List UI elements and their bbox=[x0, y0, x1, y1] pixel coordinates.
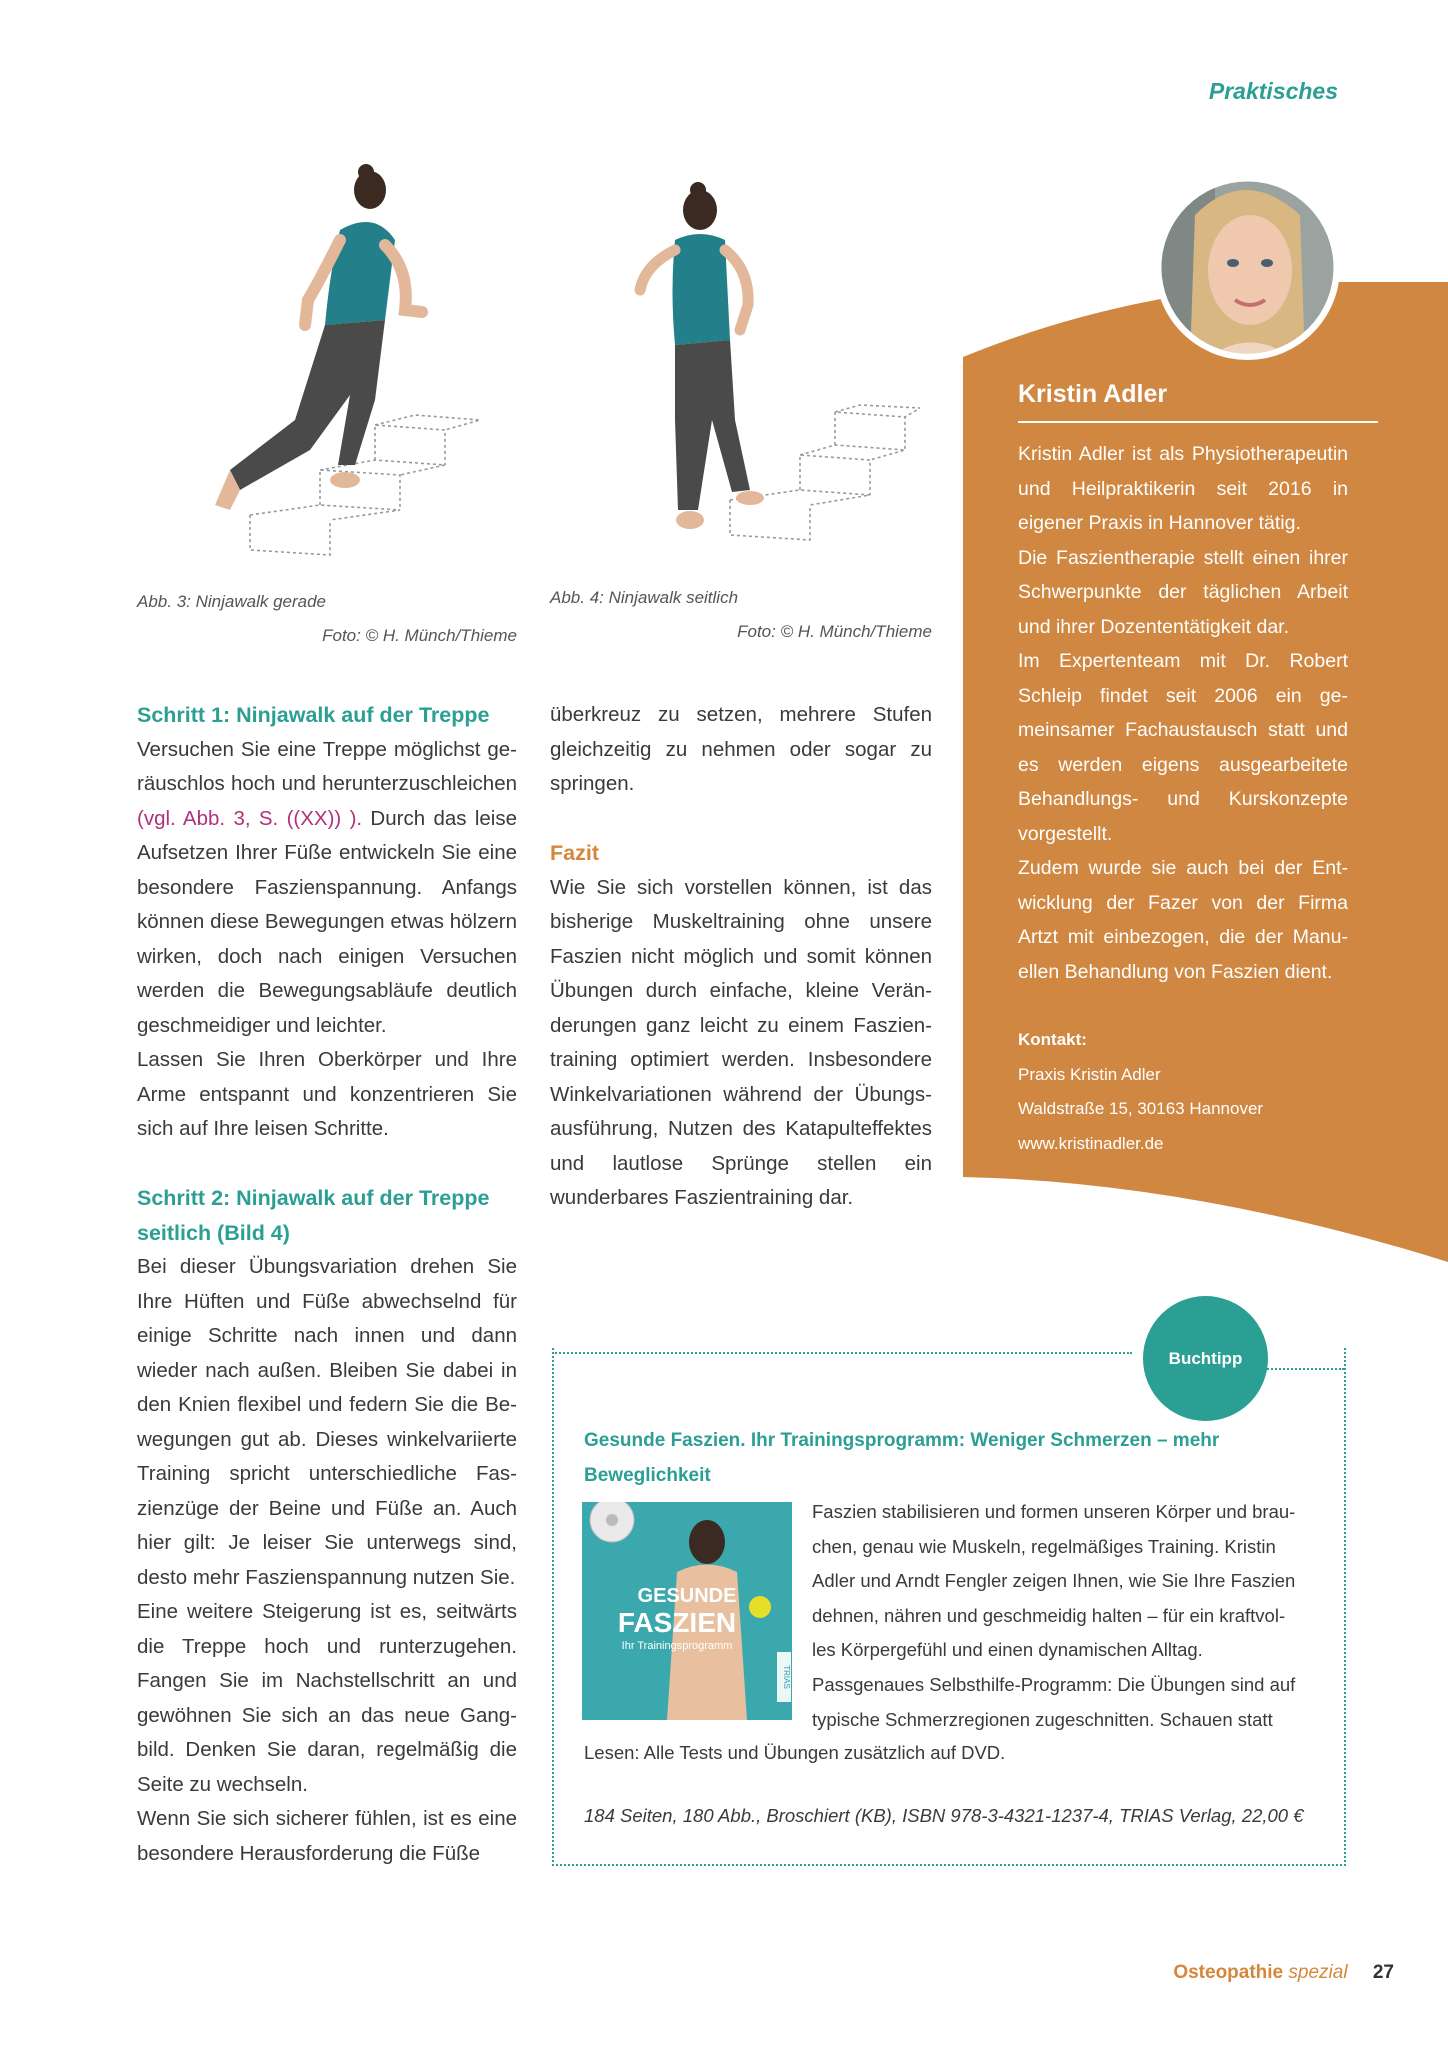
book-cover-subtitle: Ihr Trainingsprogramm bbox=[621, 1640, 733, 1652]
figure-ninjawalk-sideways bbox=[620, 180, 920, 565]
book-tip-border-top-right bbox=[1260, 1368, 1344, 1370]
contact-website[interactable]: www.kristinadler.de bbox=[1018, 1133, 1164, 1153]
conclusion-heading: Fazit bbox=[550, 841, 599, 865]
step-2-heading: Schritt 2: Ninjawalk auf der Treppe seitlich (Bild 4) bbox=[137, 1186, 490, 1245]
book-title: Gesunde Faszien. Ihr Trainingsprogramm: Weniger Schmerzen – mehr Beweglichkeit bbox=[584, 1430, 1220, 1486]
step-1-text: Versuchen Sie eine Treppe möglichst geräuschlos hoch und herunterzuschleichen (vgl. Abb. 3, S. ((XX)) ). Durch das leise Aufsetzen Ihrer Füße entwickeln Sie eine besondere Faszienspannung. Anfangs können diese Bewegungen etwas hölzern wirken, doch nach einigen Versuchen werden die Bewegungsabläufe deutlich geschmeidiger und leichter. bbox=[137, 737, 517, 1037]
step-2-text-3: Wenn Sie sich sicherer fühlen, ist es eine besondere Herausforderung die Füße bbox=[137, 1807, 517, 1865]
book-meta: 184 Seiten, 180 Abb., Broschiert (KB), ISBN 978-3-4321-1237-4, TRIAS Verlag, 22,00 € bbox=[584, 1805, 1304, 1826]
figure-ninjawalk-straight bbox=[190, 160, 480, 570]
section-label: Praktisches bbox=[1208, 78, 1338, 104]
step-1-text-2: Lassen Sie Ihren Oberkörper und Ihre Arme entspannt und konzentrieren Sie sich auf Ihre leisen Schritte. bbox=[137, 1048, 517, 1140]
contact-address: Waldstraße 15, 30163 Hannover bbox=[1018, 1099, 1264, 1118]
step-2-continuation: überkreuz zu setzen, mehrere Stufen gleichzeitig zu nehmen oder sogar zu springen. bbox=[550, 703, 932, 795]
step-1-heading: Schritt 1: Ninjawalk auf der Treppe bbox=[137, 703, 490, 727]
book-cover-title-2: FASZIEN bbox=[617, 1607, 737, 1638]
ninjawalk-straight-illustration bbox=[190, 160, 480, 570]
page-footer bbox=[1173, 1962, 1394, 1984]
book-description: Faszien stabilisieren und formen unseren Körper und brauchen, genau wie Muskeln, regelmäßiges Training. Kristin Adler und Arndt Fengler zeigen Ihnen, wie Sie Ihre Faszien dehnen, nähren und geschmeidig halten – für ein kraftvolles Körpergefühl und einen dynamischen Alltag. bbox=[812, 1501, 1296, 1660]
figure-3-caption: Abb. 3: Ninjawalk gerade bbox=[137, 592, 327, 611]
author-info bbox=[1018, 380, 1348, 1161]
author-portrait bbox=[1155, 175, 1340, 360]
conclusion-text: Wie Sie sich vorstellen können, ist das bisherige Muskeltraining ohne unsere Faszien nicht möglich und somit können Übungen durch einfache, kleine Veränderungen ganz leicht zu einem Faszientraining optimiert werden. Insbesondere Winkelvariationen während der Übungsausführung, Nutzen des Katapulteffektes und lautlose Sprünge stellen ein wunderbares Faszientraining dar. bbox=[550, 875, 932, 1209]
book-cover-title-1: GESUNDE bbox=[637, 1585, 737, 1607]
figure-3-credit: Foto: © H. Münch/Thieme bbox=[322, 626, 517, 645]
page-number: 27 bbox=[1372, 1962, 1394, 1983]
author-photo-frame bbox=[1155, 175, 1340, 360]
column-middle bbox=[550, 698, 932, 1216]
book-cover-image bbox=[582, 1502, 792, 1720]
book-description-3: Lesen: Alle Tests und Übungen zusätzlich auf DVD. bbox=[584, 1742, 1006, 1763]
figure-4-caption: Abb. 4: Ninjawalk seitlich bbox=[550, 588, 739, 607]
book-tip-border-top bbox=[552, 1352, 1132, 1354]
journal-name: Osteopathie bbox=[1173, 1962, 1284, 1983]
step-2-text: Bei dieser Übungsvariation drehen Sie Ihre Hüften und Füße abwechselnd für einige Schritte nach innen und dann wieder nach außen. Bleiben Sie dabei in den Knien flexibel und federn Sie die Bewegungen gut ab. Dieses winkelvariierte Training spricht unterschiedliche Faszienzüge der Beine und Füße an. Auch hier gilt: Je leiser Sie unterwegs sind, desto mehr Faszienspannung nutzen Sie. bbox=[137, 1255, 517, 1589]
author-bio: Kristin Adler ist als Physiotherapeutin und Heilpraktikerin seit 2016 in eigener Praxis in Hannover tätig. Die Faszientherapie stellt einen ihrer Schwerpunkte der täglichen Arbeit und ihrer Dozententätigkeit dar. Im Expertenteam mit Dr. Robert Schleip findet seit 2006 ein gemeinsamer Fachaustausch statt und es werden eigens ausgearbeitete Behandlungs- und Kurskonzepte vorgestellt. Zudem wurde sie auch bei der Entwicklung der Fazer von der Firma Artzt mit einbezogen, die der Manuellen Behandlung von Faszien dient. bbox=[1018, 443, 1348, 983]
contact-name: Praxis Kristin Adler bbox=[1018, 1064, 1161, 1084]
contact-heading: Kontakt: bbox=[1018, 1030, 1087, 1049]
book-cover-publisher: TRIAS bbox=[782, 1665, 791, 1689]
journal-suffix: spezial bbox=[1288, 1962, 1348, 1983]
step-2-text-2: Eine weitere Steigerung ist es, seitwärts die Treppe hoch und runterzugehen. Fangen Sie im Nachstellschritt an und gewöhnen Sie sich an das neue Gangbild. Denken Sie daran, regelmäßig die Seite zu wechseln. bbox=[137, 1600, 517, 1796]
book-cover bbox=[582, 1502, 792, 1720]
column-left bbox=[137, 698, 517, 1871]
author-name: Kristin Adler bbox=[1018, 380, 1378, 423]
figure-reference: (vgl. Abb. 3, S. ((XX)) ). bbox=[137, 806, 363, 830]
book-description-2: Passgenaues Selbsthilfe-Programm: Die Übungen sind auf typische Schmerzregionen zugeschnitten. Schauen statt bbox=[812, 1674, 1296, 1730]
figure-4-credit: Foto: © H. Münch/Thieme bbox=[737, 622, 932, 641]
book-tip-badge: Buchtipp bbox=[1143, 1296, 1268, 1421]
ninjawalk-sideways-illustration bbox=[620, 180, 920, 565]
